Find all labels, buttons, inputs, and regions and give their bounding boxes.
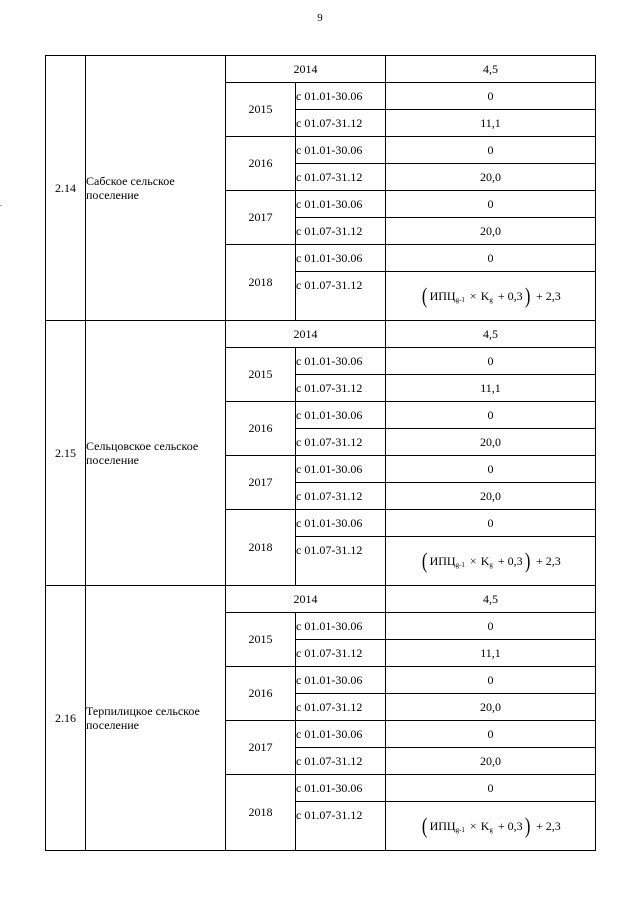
tariff-formula bbox=[386, 537, 596, 586]
period-cell: с 01.01-30.06 bbox=[296, 402, 386, 429]
value-cell: 11,1 bbox=[386, 375, 596, 402]
period-cell: с 01.07-31.12 bbox=[296, 164, 386, 191]
value-cell: 20,0 bbox=[386, 429, 596, 456]
year-cell: 2015 bbox=[226, 348, 296, 402]
period-cell: с 01.01-30.06 bbox=[296, 137, 386, 164]
formula-expression bbox=[420, 815, 561, 837]
section-number: 2.15 bbox=[46, 321, 86, 586]
period-cell: с 01.01-30.06 bbox=[296, 721, 386, 748]
formula-ipc-subscript: g-1 bbox=[455, 296, 465, 304]
year-cell: 2015 bbox=[226, 83, 296, 137]
formula-ipc: ИПЦ bbox=[429, 553, 456, 568]
value-cell: 11,1 bbox=[386, 110, 596, 137]
formula-expression bbox=[420, 285, 561, 307]
formula-open-paren: ( bbox=[422, 813, 428, 838]
formula-times: × bbox=[469, 288, 477, 303]
section-number: 2.14 bbox=[46, 56, 86, 321]
value-cell: 20,0 bbox=[386, 218, 596, 245]
formula-times: × bbox=[469, 553, 477, 568]
year-cell: 2016 bbox=[226, 137, 296, 191]
value-cell: 0 bbox=[386, 83, 596, 110]
base-year: 2014 bbox=[226, 56, 386, 83]
period-cell: с 01.01-30.06 bbox=[296, 456, 386, 483]
base-value: 4,5 bbox=[386, 586, 596, 613]
year-cell: 2018 bbox=[226, 245, 296, 321]
tariff-table-body bbox=[46, 56, 596, 851]
value-cell: 20,0 bbox=[386, 164, 596, 191]
year-cell: 2017 bbox=[226, 456, 296, 510]
base-year: 2014 bbox=[226, 321, 386, 348]
value-cell: 0 bbox=[386, 667, 596, 694]
section-row bbox=[46, 586, 596, 613]
year-cell: 2018 bbox=[226, 510, 296, 586]
base-year: 2014 bbox=[226, 586, 386, 613]
period-cell: с 01.01-30.06 bbox=[296, 83, 386, 110]
year-cell: 2017 bbox=[226, 191, 296, 245]
value-cell: 0 bbox=[386, 456, 596, 483]
settlement-name: Сельцовское сельское поселение bbox=[86, 321, 226, 586]
formula-close-paren: ) bbox=[524, 813, 531, 838]
formula-times: × bbox=[469, 818, 477, 833]
scan-artifact bbox=[0, 205, 2, 206]
formula-k: K bbox=[480, 288, 490, 303]
period-cell: с 01.07-31.12 bbox=[296, 640, 386, 667]
settlement-name: Сабское сельское поселение bbox=[86, 56, 226, 321]
period-cell: с 01.07-31.12 bbox=[296, 537, 386, 586]
period-cell: с 01.07-31.12 bbox=[296, 218, 386, 245]
formula-k-subscript: g bbox=[489, 561, 493, 569]
value-cell: 0 bbox=[386, 775, 596, 802]
year-cell: 2017 bbox=[226, 721, 296, 775]
value-cell: 0 bbox=[386, 613, 596, 640]
period-cell: с 01.01-30.06 bbox=[296, 348, 386, 375]
tariff-formula bbox=[386, 802, 596, 851]
year-cell: 2016 bbox=[226, 667, 296, 721]
value-cell: 0 bbox=[386, 348, 596, 375]
period-cell: с 01.07-31.12 bbox=[296, 694, 386, 721]
page-number: 9 bbox=[317, 12, 323, 24]
formula-ipc-subscript: g-1 bbox=[455, 561, 465, 569]
formula-k: K bbox=[480, 553, 490, 568]
value-cell: 0 bbox=[386, 191, 596, 218]
formula-plus-outer: + 2,3 bbox=[535, 288, 561, 303]
value-cell: 11,1 bbox=[386, 640, 596, 667]
value-cell: 0 bbox=[386, 510, 596, 537]
period-cell: с 01.07-31.12 bbox=[296, 429, 386, 456]
section-row bbox=[46, 321, 596, 348]
year-cell: 2018 bbox=[226, 775, 296, 851]
formula-plus-outer: + 2,3 bbox=[535, 553, 561, 568]
base-value: 4,5 bbox=[386, 56, 596, 83]
tariff-formula bbox=[386, 272, 596, 321]
value-cell: 0 bbox=[386, 137, 596, 164]
formula-plus-inner: + 0,3 bbox=[497, 288, 523, 303]
formula-ipc: ИПЦ bbox=[429, 288, 456, 303]
period-cell: с 01.01-30.06 bbox=[296, 191, 386, 218]
formula-close-paren: ) bbox=[524, 283, 531, 308]
period-cell: с 01.01-30.06 bbox=[296, 510, 386, 537]
period-cell: с 01.07-31.12 bbox=[296, 272, 386, 321]
formula-plus-outer: + 2,3 bbox=[535, 818, 561, 833]
formula-open-paren: ( bbox=[422, 283, 428, 308]
section-number: 2.16 bbox=[46, 586, 86, 851]
formula-plus-inner: + 0,3 bbox=[497, 818, 523, 833]
period-cell: с 01.01-30.06 bbox=[296, 613, 386, 640]
settlement-name: Терпилицкое сельское поселение bbox=[86, 586, 226, 851]
period-cell: с 01.07-31.12 bbox=[296, 802, 386, 851]
formula-k: K bbox=[480, 818, 490, 833]
value-cell: 0 bbox=[386, 721, 596, 748]
period-cell: с 01.07-31.12 bbox=[296, 483, 386, 510]
formula-expression bbox=[420, 550, 561, 572]
period-cell: с 01.07-31.12 bbox=[296, 375, 386, 402]
formula-ipc: ИПЦ bbox=[429, 818, 456, 833]
period-cell: с 01.01-30.06 bbox=[296, 775, 386, 802]
period-cell: с 01.01-30.06 bbox=[296, 667, 386, 694]
formula-plus-inner: + 0,3 bbox=[497, 553, 523, 568]
formula-close-paren: ) bbox=[524, 548, 531, 573]
formula-open-paren: ( bbox=[422, 548, 428, 573]
tariff-table bbox=[45, 55, 596, 851]
period-cell: с 01.07-31.12 bbox=[296, 110, 386, 137]
value-cell: 20,0 bbox=[386, 483, 596, 510]
formula-k-subscript: g bbox=[489, 826, 493, 834]
value-cell: 20,0 bbox=[386, 748, 596, 775]
year-cell: 2015 bbox=[226, 613, 296, 667]
value-cell: 20,0 bbox=[386, 694, 596, 721]
value-cell: 0 bbox=[386, 402, 596, 429]
base-value: 4,5 bbox=[386, 321, 596, 348]
period-cell: с 01.07-31.12 bbox=[296, 748, 386, 775]
formula-ipc-subscript: g-1 bbox=[455, 826, 465, 834]
formula-k-subscript: g bbox=[489, 296, 493, 304]
period-cell: с 01.01-30.06 bbox=[296, 245, 386, 272]
value-cell: 0 bbox=[386, 245, 596, 272]
year-cell: 2016 bbox=[226, 402, 296, 456]
section-row bbox=[46, 56, 596, 83]
